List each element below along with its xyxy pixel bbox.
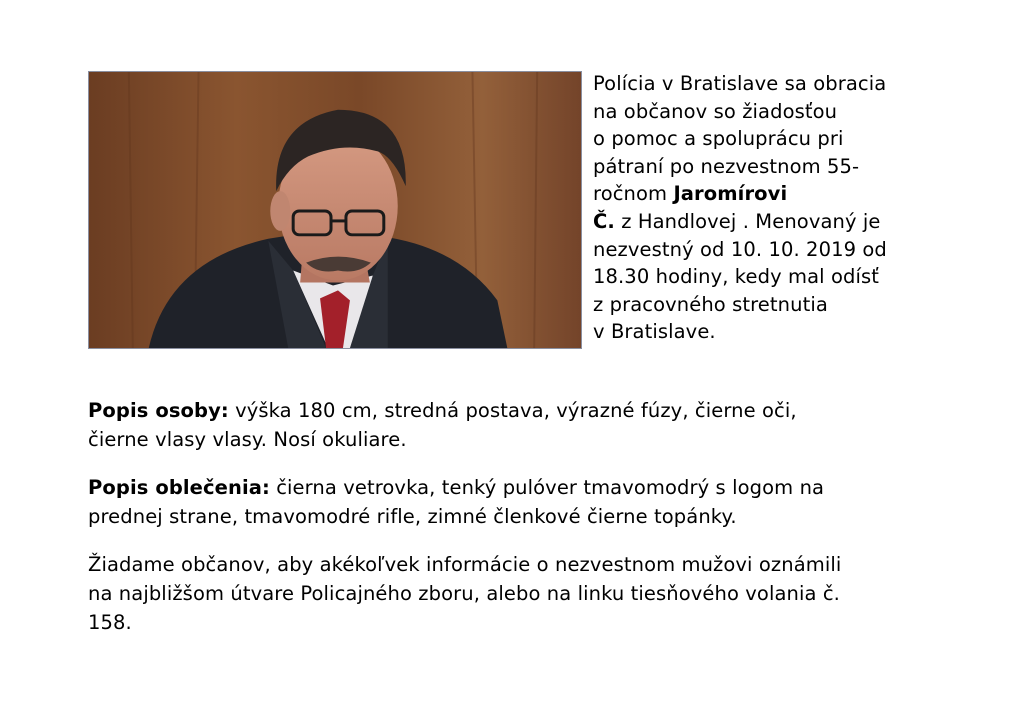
clothing-label: Popis oblečenia: bbox=[88, 476, 270, 499]
intro-line: Polícia v Bratislave sa obracia bbox=[593, 72, 887, 95]
portrait-illustration bbox=[89, 72, 581, 348]
appeal-line: Žiadame občanov, aby akékoľvek informácie o nezvestnom mužovi oznámili bbox=[88, 553, 842, 576]
intro-text bbox=[593, 70, 953, 346]
description-label: Popis osoby: bbox=[88, 399, 229, 422]
appeal-paragraph bbox=[88, 550, 948, 637]
intro-text-fragment: z Handlovej . Menovaný je bbox=[614, 209, 881, 233]
intro-line: nezvestný od 10. 10. 2019 od bbox=[593, 237, 887, 261]
description-line: čierne vlasy vlasy. Nosí okuliare. bbox=[88, 428, 407, 451]
person-photo bbox=[88, 71, 582, 349]
intro-text-fragment: ročnom bbox=[593, 182, 674, 206]
intro-line: o pomoc a spoluprácu pri bbox=[593, 127, 844, 151]
description-text: výška 180 cm, stredná postava, výrazné fúzy, čierne oči, bbox=[228, 399, 797, 422]
missing-person-initial: Č. bbox=[593, 209, 615, 233]
clothing-text: čierna vetrovka, tenký pulóver tmavomodrý s logom na bbox=[269, 476, 825, 499]
intro-line bbox=[593, 208, 953, 236]
clothing-description bbox=[88, 473, 948, 531]
person-description bbox=[88, 396, 948, 454]
description-line bbox=[88, 396, 948, 425]
appeal-line: na najbližšom útvare Policajného zboru, alebo na linku tiesňového volania č. bbox=[88, 582, 840, 605]
intro-line: pátraní po nezvestnom 55- bbox=[593, 154, 860, 178]
missing-person-first-name: Jaromírovi bbox=[673, 182, 788, 206]
intro-line bbox=[593, 180, 953, 208]
clothing-line bbox=[88, 473, 948, 502]
clothing-line: prednej strane, tmavomodré rifle, zimné členkové čierne topánky. bbox=[88, 505, 737, 528]
intro-line: z pracovného stretnutia bbox=[593, 292, 828, 316]
intro-line: v Bratislave. bbox=[593, 320, 716, 344]
intro-line: na občanov so žiadosťou bbox=[593, 99, 838, 123]
appeal-line: 158. bbox=[88, 611, 132, 634]
intro-line: 18.30 hodiny, kedy mal odísť bbox=[593, 265, 880, 289]
